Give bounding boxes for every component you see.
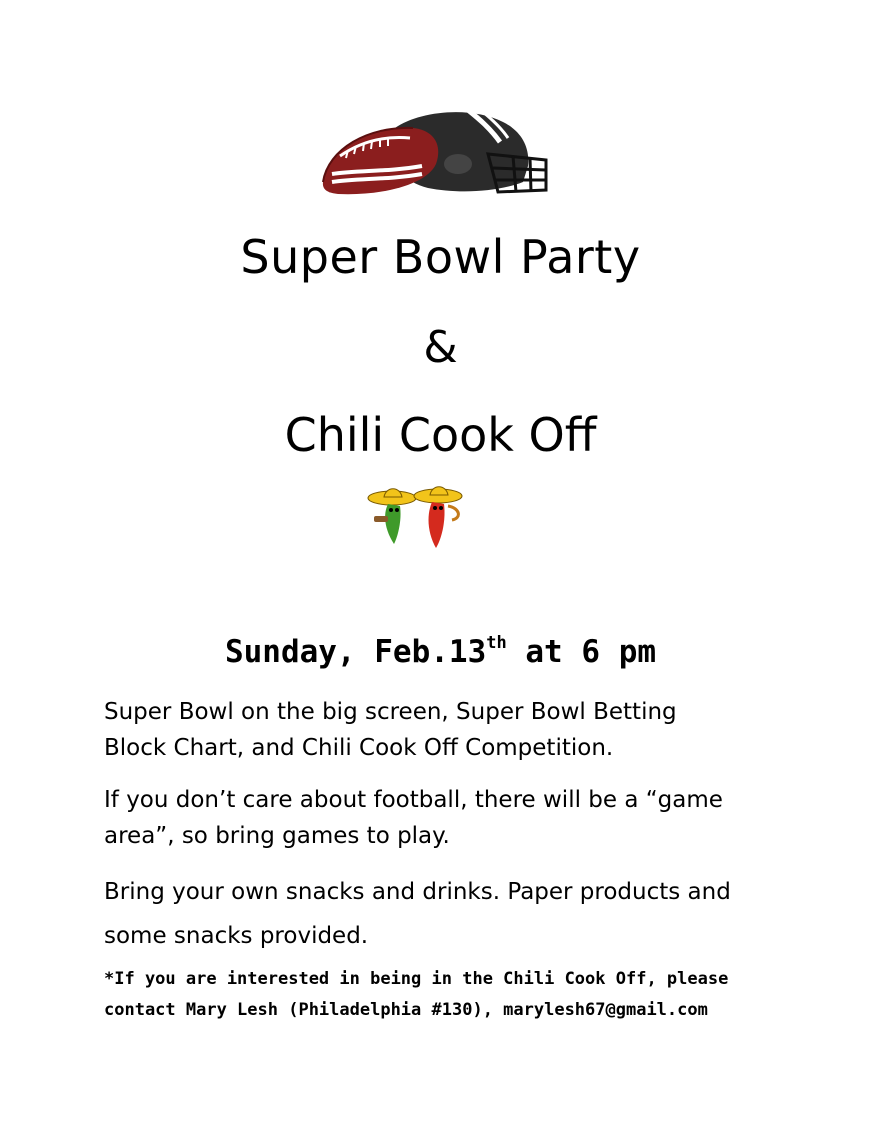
paragraph-activities xyxy=(104,694,804,766)
title-super-bowl-party: Super Bowl Party xyxy=(240,230,641,284)
date-suffix: th xyxy=(486,633,507,653)
paragraph-game-area xyxy=(104,782,804,854)
paragraph-line: Block Chart, and Chili Cook Off Competition. xyxy=(104,735,614,761)
paragraph-snacks xyxy=(104,870,804,958)
paragraph-line: Bring your own snacks and drinks. Paper products and xyxy=(104,879,731,905)
date-text: Sunday, Feb.13 xyxy=(224,634,487,670)
date-time: at 6 pm xyxy=(506,634,657,670)
contact-note xyxy=(104,964,804,1026)
note-line: contact Mary Lesh (Philadelphia #130), marylesh67@gmail.com xyxy=(104,1000,708,1020)
paragraph-line: If you don’t care about football, there will be a “game xyxy=(104,787,723,813)
title-ampersand: & xyxy=(423,322,458,373)
paragraph-line: Super Bowl on the big screen, Super Bowl Betting xyxy=(104,699,677,725)
title-chili-cook-off: Chili Cook Off xyxy=(284,408,597,462)
event-date xyxy=(0,634,881,670)
chili-pepper-icon xyxy=(364,484,468,550)
paragraph-line: some snacks provided. xyxy=(104,923,369,949)
football-helmet-icon xyxy=(318,104,550,198)
paragraph-line: area”, so bring games to play. xyxy=(104,823,450,849)
note-line: *If you are interested in being in the Chili Cook Off, please xyxy=(104,969,729,989)
